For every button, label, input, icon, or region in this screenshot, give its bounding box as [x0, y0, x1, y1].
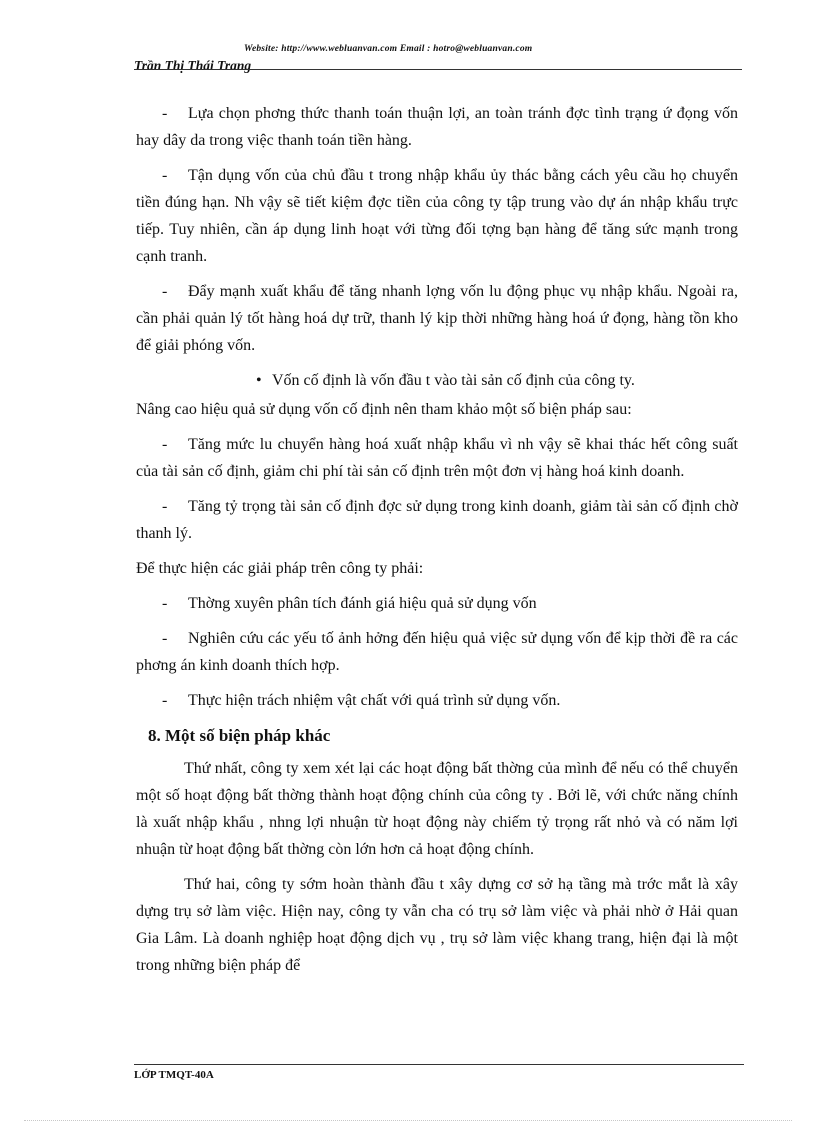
dash-bullet: - — [162, 167, 168, 184]
dash-bullet: - — [162, 436, 168, 453]
paragraph: - Thực hiện trách nhiệm vật chất với quá trình sử dụng vốn. — [136, 687, 738, 714]
paragraph: Nâng cao hiệu quả sử dụng vốn cố định nên tham khảo một số biện pháp sau: — [136, 401, 632, 418]
document-body — [136, 100, 738, 987]
paragraph: - Lựa chọn phơng thức thanh toán thuận lợi, an toàn tránh đợc tình trạng ứ đọng vốn hay dây da trong việc thanh toán tiền hàng. — [136, 100, 738, 154]
dash-bullet: - — [162, 498, 168, 515]
header-author: Trần Thị Thái Trang — [134, 58, 252, 73]
paragraph: - Nghiên cứu các yếu tố ảnh hởng đến hiệu quả việc sử dụng vốn để kịp thời đề ra các phơng án kinh doanh thích hợp. — [136, 625, 738, 679]
header-divider — [134, 69, 742, 70]
paragraph: Thứ nhất, công ty xem xét lại các hoạt động bất thờng của mình để nếu có thể chuyển một số hoạt động bất thờng thành hoạt động chính của công ty . Bởi lẽ, với chức năng chính là xuất nhập khẩu , nhng lợi nhuận từ hoạt động này chiếm tỷ trọng rất nhỏ và có năm lợi nhuận từ hoạt động bất thờng còn lớn hơn cả hoạt động chính. — [136, 760, 738, 858]
paragraph: Thứ hai, công ty sớm hoàn thành đầu t xây dựng cơ sở hạ tầng mà trớc mắt là xây dựng trụ sở làm việc. Hiện nay, công ty vẫn cha có trụ sở làm việc và phải nhờ ở Hải quan Gia Lâm. Là doanh nghiệp hoạt động dịch vụ , trụ sở làm việc khang trang, hiện đại là một trong những biện pháp để — [136, 876, 738, 974]
section-heading: 8. Một số biện pháp khác — [148, 726, 331, 745]
dash-bullet: - — [162, 283, 168, 300]
paragraph: - Đẩy mạnh xuất khẩu để tăng nhanh lợng vốn lu động phục vụ nhập khẩu. Ngoài ra, cần phải quản lý tốt hàng hoá dự trữ, thanh lý kịp thời những hàng hoá ứ đọng, hàng tồn kho để giải phóng vốn. — [136, 278, 738, 359]
dash-bullet: - — [162, 692, 168, 709]
footer-divider — [134, 1064, 744, 1065]
paragraph: - Tận dụng vốn của chủ đầu t trong nhập khẩu ủy thác bằng cách yêu cầu họ chuyển tiền đúng hạn. Nh vậy sẽ tiết kiệm đợc tiền của công ty tập trung vào dự án nhập khẩu trực tiếp. Tuy nhiên, cần áp dụng linh hoạt với từng đối tợng bạn hàng để tăng sức mạnh trong cạnh tranh. — [136, 162, 738, 270]
footer-class-label: LỚP TMQT-40A — [134, 1069, 214, 1081]
paragraph: - Thờng xuyên phân tích đánh giá hiệu quả sử dụng vốn — [136, 590, 738, 617]
page-edge-dotted-line — [24, 1120, 792, 1121]
bullet-line: • Vốn cố định là vốn đầu t vào tài sản cố định của công ty. — [136, 367, 738, 394]
paragraph: - Tăng tỷ trọng tài sản cố định đợc sử dụng trong kinh doanh, giảm tài sản cố định chờ thanh lý. — [136, 493, 738, 547]
dash-bullet: - — [162, 630, 168, 647]
paragraph: - Tăng mức lu chuyển hàng hoá xuất nhập khẩu vì nh vậy sẽ khai thác hết công suất của tài sản cố định, giảm chi phí tài sản cố định trên một đơn vị hàng hoá kinh doanh. — [136, 431, 738, 485]
dash-bullet: - — [162, 595, 168, 612]
header-website-email: Website: http://www.webluanvan.com Email : hotro@webluanvan.com — [244, 44, 533, 54]
dash-bullet: - — [162, 105, 168, 122]
paragraph: Để thực hiện các giải pháp trên công ty phải: — [136, 560, 424, 577]
bullet-dot-icon: • — [256, 372, 262, 389]
